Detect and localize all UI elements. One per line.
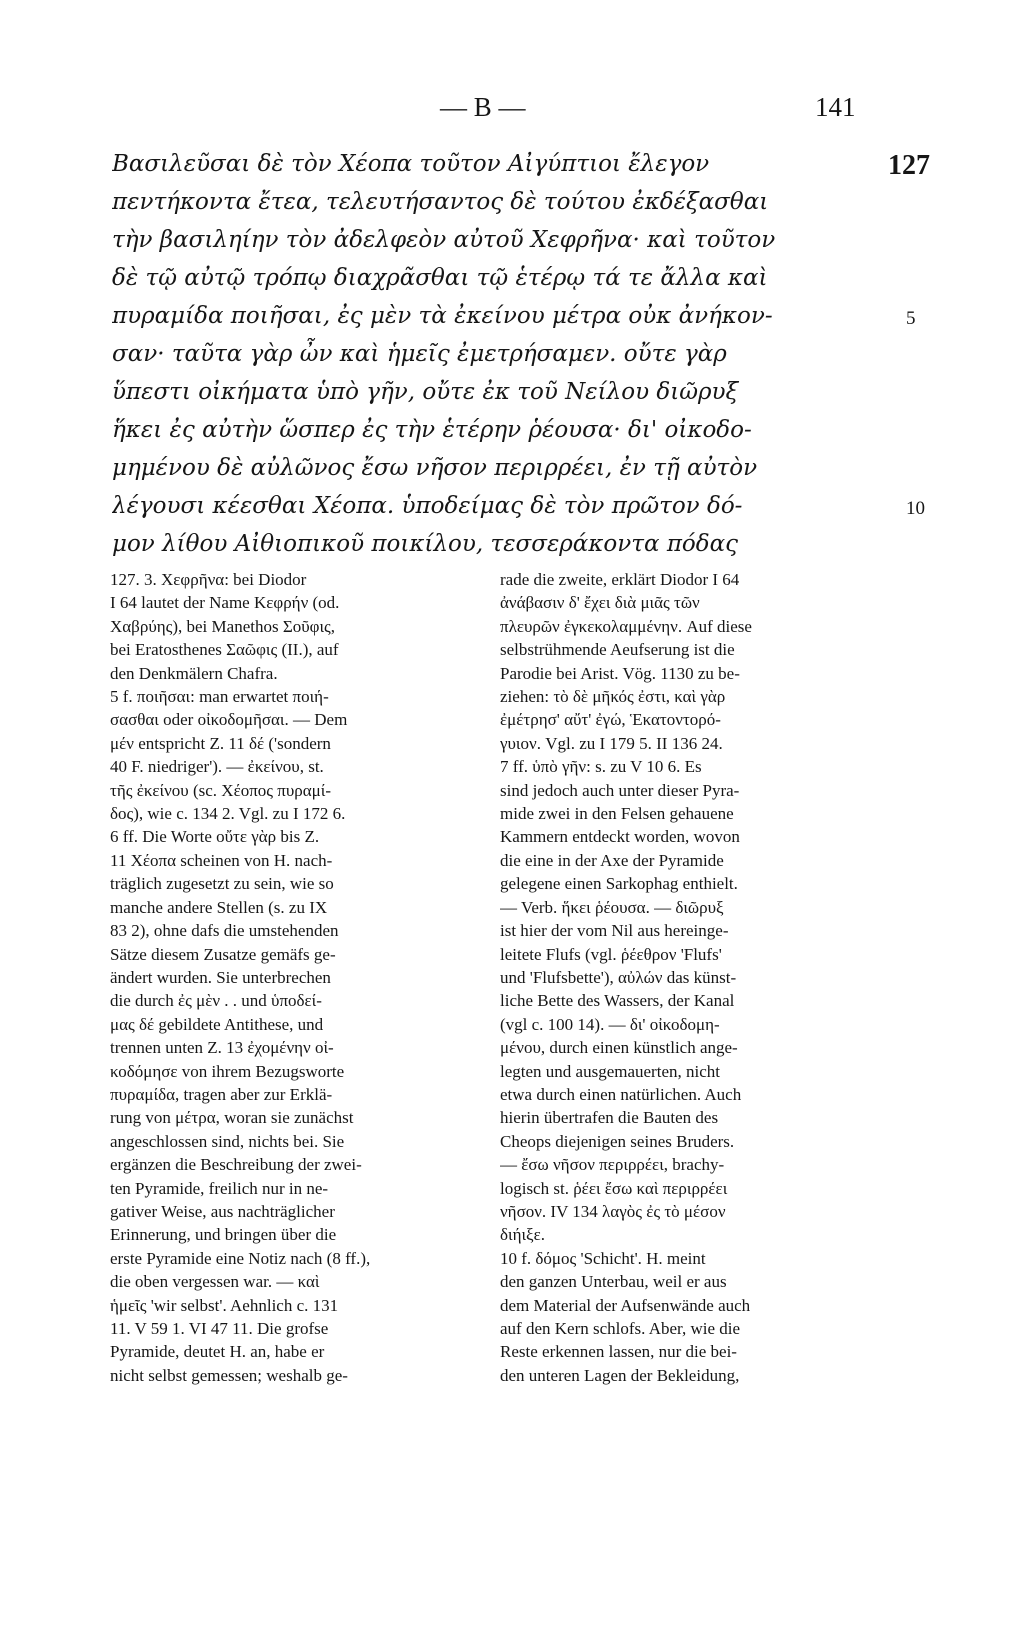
commentary-line: 83 2), ohne dafs die umstehenden: [110, 921, 339, 941]
line-number-10: 10: [906, 498, 925, 519]
commentary-line: Parodie bei Arist. Vög. 1130 zu be-: [500, 663, 740, 683]
commentary-line: erste Pyramide eine Notiz nach (8 ff.),: [110, 1248, 371, 1268]
commentary-line: τῆς ἐκείνου (sc. Χέοπος πυραμί-: [110, 780, 332, 800]
greek-line-11: μον λίθου Αἰθιοπικοῦ ποικίλου, τεσσεράκοντα πόδας: [112, 531, 739, 557]
commentary-line: 5 f. ποιῆσαι: man erwartet ποιή-: [110, 687, 329, 707]
commentary-line: etwa durch einen natürlichen. Auch: [500, 1084, 742, 1104]
commentary-line: die eine in der Axe der Pyramide: [500, 850, 724, 870]
commentary-line: — ἔσω νῆσον περιρρέει, brachy-: [500, 1155, 725, 1175]
commentary-line: und 'Flufsbette'), αὐλών das künst-: [500, 967, 737, 987]
commentary-line: Erinnerung, und bringen über die: [110, 1225, 337, 1245]
commentary-line: logisch st. ῥέει ἔσω καὶ περιρρέει: [500, 1178, 728, 1198]
commentary-line: ἐμέτρησ' αὔτ' ἐγώ, Ἑκατοντορό-: [500, 710, 721, 730]
commentary-line: πυραμίδα, tragen aber zur Erklä-: [110, 1084, 333, 1104]
commentary-line: μένου, durch einen künstlich ange-: [500, 1038, 738, 1058]
commentary-line: 11. V 59 1. VI 47 11. Die grofse: [110, 1319, 329, 1338]
commentary-line: Pyramide, deutet H. an, habe er: [110, 1342, 325, 1362]
commentary-line: Kammern entdeckt worden, wovon: [500, 827, 740, 847]
commentary-line: ist hier der vom Nil aus hereinge-: [500, 921, 729, 941]
commentary-line: Sätze diesem Zusatze gemäfs ge-: [110, 944, 336, 964]
greek-line-8: ἥκει ἐς αὐτὴν ὥσπερ ἐς τὴν ἑτέρην ῥέουσα· δι' οἰκοδο-: [112, 417, 752, 443]
line-number-5: 5: [906, 308, 916, 329]
greek-line-3: τὴν βασιληίην τὸν ἀδελφεὸν αὐτοῦ Χεφρῆνα· καὶ τοῦτον: [112, 227, 776, 253]
commentary-left-column: [110, 568, 475, 1608]
chapter-number: 127: [888, 150, 930, 181]
commentary-line: die durch ἐς μὲν . . und ὑποδεί-: [110, 991, 322, 1011]
commentary-line: δος), wie c. 134 2. Vgl. zu I 172 6.: [110, 804, 346, 824]
commentary-line: angeschlossen sind, nichts bei. Sie: [110, 1131, 345, 1151]
commentary-line: rade die zweite, erklärt Diodor I 64: [500, 570, 740, 589]
commentary-line: den Denkmälern Chafra.: [110, 663, 278, 683]
commentary-line: sind jedoch auch unter dieser Pyra-: [500, 780, 740, 800]
commentary-line: Reste erkennen lassen, nur die bei-: [500, 1342, 737, 1362]
commentary-line: σασθαι oder οἰκοδομῆσαι. — Dem: [110, 710, 348, 730]
commentary-line: — Verb. ἥκει ῥέουσα. — διῶρυξ: [500, 897, 724, 917]
greek-line-9: μημένου δὲ αὐλῶνος ἔσω νῆσον περιρρέει, ἐν τῇ αὐτὸν: [112, 455, 758, 481]
commentary-line: manche andere Stellen (s. zu IX: [110, 897, 328, 917]
commentary-line: Cheops diejenigen seines Bruders.: [500, 1131, 735, 1151]
greek-line-1: Βασιλεῦσαι δὲ τὸν Χέοπα τοῦτον Αἰγύπτιοι ἔλεγον: [112, 151, 710, 177]
commentary-line: Χαβρύης), bei Manethos Σοῦφις,: [110, 616, 336, 636]
commentary-line: ändert wurden. Sie unterbrechen: [110, 967, 331, 987]
greek-line-5: πυραμίδα ποιῆσαι, ἐς μὲν τὰ ἐκείνου μέτρα οὐκ ἀνήκον-: [112, 303, 773, 329]
commentary-line: διήιξε.: [500, 1225, 546, 1245]
page-number: 141: [815, 92, 856, 122]
commentary-line: 11 Χέοπα scheinen von H. nach-: [110, 850, 333, 870]
commentary-line: nicht selbst gemessen; weshalb ge-: [110, 1365, 348, 1385]
commentary-line: träglich zugesetzt zu sein, wie so: [110, 874, 334, 894]
commentary-line: trennen unten Z. 13 ἐχομένην οἰ-: [110, 1038, 334, 1058]
commentary-line: μέν entspricht Z. 11 δέ ('sondern: [110, 733, 331, 753]
commentary-line: mide zwei in den Felsen gehauene: [500, 804, 734, 824]
commentary-line: κοδόμησε von ihrem Bezugsworte: [110, 1061, 345, 1081]
commentary-line: ziehen: τὸ δὲ μῆκός ἐστι, καὶ γὰρ: [500, 687, 726, 707]
greek-line-6: σαν· ταῦτα γὰρ ὦν καὶ ἡμεῖς ἐμετρήσαμεν. οὔτε γὰρ: [112, 341, 727, 367]
commentary-line: bei Eratosthenes Σαῶφις (II.), auf: [110, 640, 339, 660]
commentary-line: 6 ff. Die Worte οὔτε γὰρ bis Z.: [110, 827, 320, 847]
commentary-line: γυιον. Vgl. zu I 179 5. II 136 24.: [500, 733, 723, 753]
commentary-line: ten Pyramide, freilich nur in ne-: [110, 1178, 329, 1198]
commentary-line: μας δέ gebildete Antithese, und: [110, 1014, 324, 1034]
commentary-line: gativer Weise, aus nachträglicher: [110, 1201, 335, 1221]
commentary-line: ἀνάβασιν δ' ἔχει διὰ μιᾶς τῶν: [500, 593, 700, 613]
commentary-line: selbstrühmende Aeufserung ist die: [500, 640, 735, 660]
commentary-line: auf den Kern schlofs. Aber, wie die: [500, 1319, 741, 1338]
commentary-line: rung von μέτρα, woran sie zunächst: [110, 1108, 354, 1128]
commentary-line: den ganzen Unterbau, weil er aus: [500, 1272, 727, 1292]
commentary-line: 10 f. δόμος 'Schicht'. H. meint: [500, 1248, 706, 1268]
commentary-line: I 64 lautet der Name Κεφρήν (od.: [110, 593, 340, 613]
commentary-line: 40 F. niedriger'). — ἐκείνου, st.: [110, 757, 324, 777]
commentary-right-column: [500, 568, 868, 1608]
commentary-line: (vgl c. 100 14). — δι' οἰκοδομη-: [500, 1014, 720, 1034]
commentary-line: hierin übertrafen die Bauten des: [500, 1108, 719, 1128]
commentary-line: 7 ff. ὑπὸ γῆν: s. zu V 10 6. Es: [500, 757, 702, 777]
commentary-line: ergänzen die Beschreibung der zwei-: [110, 1155, 362, 1175]
commentary-line: liche Bette des Wassers, der Kanal: [500, 991, 735, 1011]
commentary-line: leitete Flufs (vgl. ῥέεθρον 'Flufs': [500, 944, 722, 964]
commentary-line: νῆσον. IV 134 λαγὸς ἐς τὸ μέσον: [500, 1201, 726, 1221]
greek-line-7: ὕπεστι οἰκήματα ὑπὸ γῆν, οὔτε ἐκ τοῦ Νείλου διῶρυξ: [112, 379, 739, 405]
commentary-line: die oben vergessen war. — καὶ: [110, 1272, 320, 1292]
commentary-line: den unteren Lagen der Bekleidung,: [500, 1365, 740, 1385]
greek-line-4: δὲ τῷ αὐτῷ τρόπῳ διαχρᾶσθαι τῷ ἑτέρῳ τά τε ἄλλα καὶ: [112, 265, 768, 291]
commentary-line: πλευρῶν ἐγκεκολαμμένην. Auf diese: [500, 616, 752, 636]
commentary-line: ἡμεῖς 'wir selbst'. Aehnlich c. 131: [110, 1295, 339, 1315]
greek-line-10: λέγουσι κέεσθαι Χέοπα. ὑποδείμας δὲ τὸν πρῶτον δό-: [112, 493, 743, 519]
commentary-line: gelegene einen Sarkophag enthielt.: [500, 874, 738, 894]
commentary-line: 127. 3. Χεφρῆνα: bei Diodor: [110, 570, 307, 589]
greek-line-2: πεντήκοντα ἔτεα, τελευτήσαντος δὲ τούτου ἐκδέξασθαι: [112, 189, 769, 215]
commentary-line: legten und ausgemauerten, nicht: [500, 1061, 720, 1081]
commentary-line: dem Material der Aufsenwände auch: [500, 1295, 751, 1315]
signature-mark: — B —: [440, 92, 526, 122]
